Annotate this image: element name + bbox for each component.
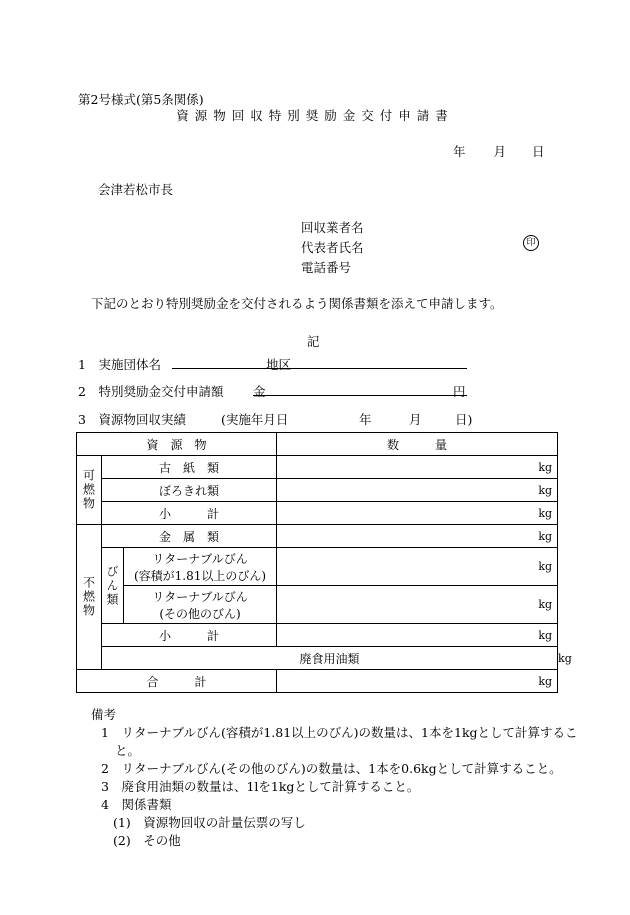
unit-kg: kg bbox=[277, 479, 558, 502]
notes-block bbox=[91, 706, 578, 850]
notes-heading: 備考 bbox=[91, 707, 117, 722]
item3-day: 日) bbox=[455, 412, 473, 427]
item2-label: 2 特別奨励金交付申請額 bbox=[78, 384, 224, 399]
row-bottle-other-line2: (その他のびん) bbox=[159, 606, 241, 621]
applicant-representative: 代表者氏名 bbox=[301, 240, 364, 255]
row-subtotal-combustible: 小 計 bbox=[102, 502, 277, 525]
note-4: 4 関係書類 bbox=[101, 797, 172, 812]
item3-date-open: (実施年月日 bbox=[221, 412, 289, 427]
item2-kin: 金 bbox=[253, 384, 266, 399]
item1-underline bbox=[172, 368, 467, 369]
item2-underline bbox=[253, 395, 467, 396]
row-bottle-large bbox=[124, 548, 277, 586]
unit-kg: kg bbox=[277, 670, 558, 693]
intro-text: 下記のとおり特別奨励金を交付されるよう関係書類を添えて申請します。 bbox=[91, 296, 503, 311]
table-row bbox=[77, 670, 558, 693]
unit-kg: kg bbox=[277, 456, 558, 479]
table-row bbox=[77, 548, 558, 586]
table-row: 廃食用油類 kg bbox=[77, 647, 558, 670]
category-combustible: 可燃物 bbox=[77, 456, 102, 525]
row-metal: 金 属 類 bbox=[102, 525, 277, 548]
note-2: 2 リターナブルびん(その他のびん)の数量は、1本を0.6kgとして計算すること。 bbox=[101, 761, 562, 776]
item1-label: 1 実施団体名 bbox=[78, 357, 161, 372]
row-bottle-other bbox=[124, 586, 277, 624]
form-number: 第2号様式(第5条関係) bbox=[78, 92, 204, 107]
row-oil: 廃食用油類 bbox=[102, 647, 558, 670]
row-bottle-large-line2: (容積が1.81以上のびん) bbox=[133, 568, 267, 583]
item3-label: 3 資源物回収実績 bbox=[78, 412, 186, 427]
item1-suffix: 地区 bbox=[266, 357, 292, 372]
note-4-2: (2) その他 bbox=[113, 833, 181, 848]
row-paper: 古 紙 類 bbox=[102, 456, 277, 479]
item3-month: 月 bbox=[409, 412, 422, 427]
unit-kg: kg bbox=[277, 586, 558, 624]
table-header-row bbox=[77, 433, 558, 456]
applicant-company: 回収業者名 bbox=[301, 220, 364, 235]
header-material: 資 源 物 bbox=[77, 433, 277, 456]
seal-mark: 印 bbox=[523, 235, 539, 251]
table-row bbox=[77, 525, 558, 548]
row-rags: ぼろきれ類 bbox=[102, 479, 277, 502]
applicant-block bbox=[301, 218, 364, 278]
row-subtotal-noncombustible: 小 計 bbox=[102, 624, 277, 647]
row-bottle-other-line1: リターナブルびん bbox=[152, 589, 248, 604]
date-line bbox=[453, 142, 545, 160]
date-day: 日 bbox=[532, 144, 545, 159]
addressee: 会津若松市長 bbox=[98, 182, 174, 197]
note-1-line2: と。 bbox=[115, 743, 141, 758]
category-noncombustible: 不燃物 bbox=[77, 525, 102, 670]
category-bottles: びん類 bbox=[102, 548, 124, 624]
date-month: 月 bbox=[493, 144, 507, 159]
table-row bbox=[77, 502, 558, 525]
note-1-line1: 1 リターナブルびん(容積が1.81以上のびん)の数量は、1本を1kgとして計算するこ bbox=[101, 725, 578, 740]
table-row bbox=[77, 456, 558, 479]
table-row bbox=[77, 586, 558, 624]
header-amount: 数 量 bbox=[277, 433, 558, 456]
ki-heading: 記 bbox=[307, 334, 320, 349]
row-bottle-large-line1: リターナブルびん bbox=[152, 551, 248, 566]
note-3: 3 廃食用油類の数量は、1lを1kgとして計算すること。 bbox=[101, 779, 420, 794]
row-total: 合 計 bbox=[77, 670, 277, 693]
document-title: 資源物回収特別奨励金交付申請書 bbox=[176, 108, 454, 123]
unit-kg: kg bbox=[277, 624, 558, 647]
unit-kg: kg bbox=[277, 502, 558, 525]
note-4-1: (1) 資源物回収の計量伝票の写し bbox=[113, 815, 306, 830]
unit-kg: kg bbox=[277, 525, 558, 548]
table-row bbox=[77, 624, 558, 647]
applicant-phone: 電話番号 bbox=[301, 260, 352, 275]
unit-kg: kg bbox=[277, 548, 558, 586]
date-year: 年 bbox=[453, 144, 466, 159]
item3-year: 年 bbox=[359, 412, 372, 427]
item2-yen: 円 bbox=[453, 384, 466, 399]
table-row bbox=[77, 479, 558, 502]
result-table bbox=[76, 432, 572, 693]
